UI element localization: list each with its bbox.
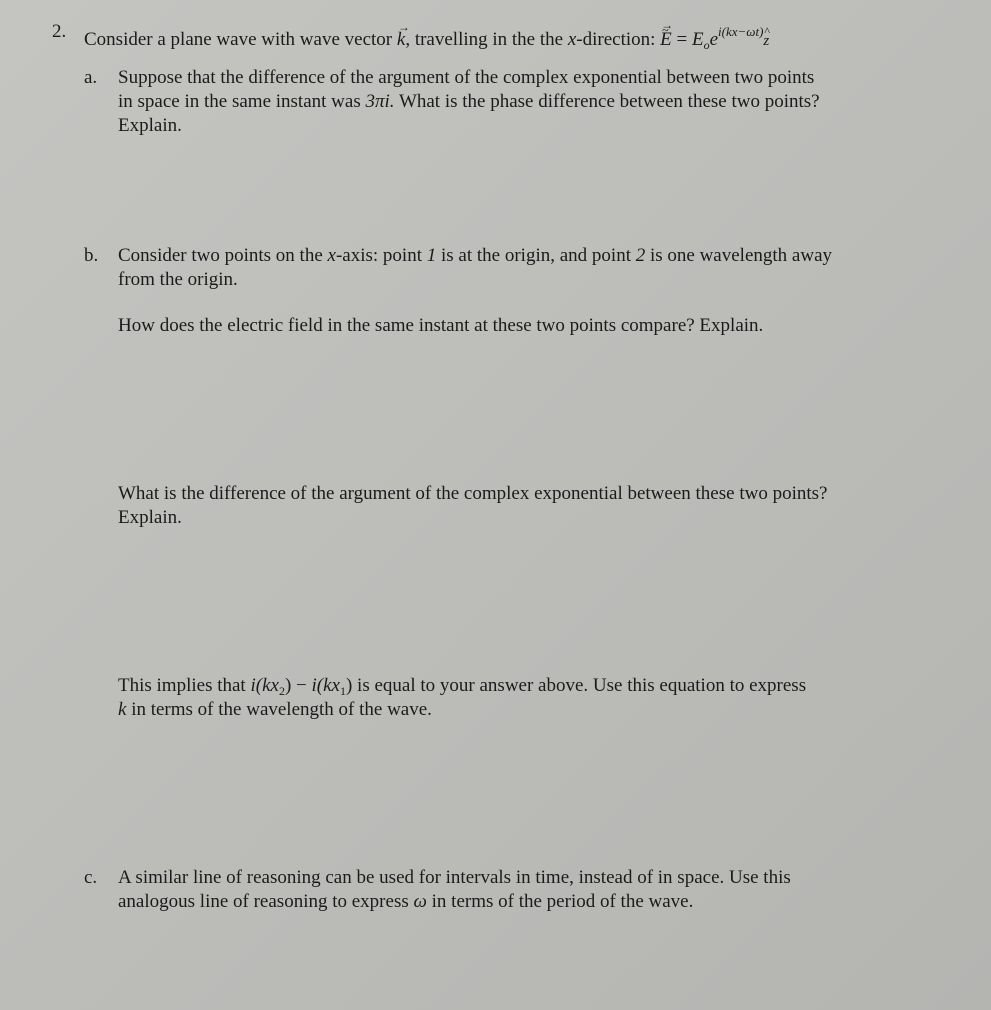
part-b-axis: x xyxy=(327,245,336,266)
q3-suffix: ) is equal to your answer above. Use this equation to express xyxy=(345,675,807,696)
intro-axis: x xyxy=(567,29,577,50)
unit-vector-z: ^ z xyxy=(763,30,769,53)
intro-mid: , travelling in the xyxy=(405,29,536,50)
part-b-question2-line2: Explain. xyxy=(118,507,182,528)
part-a-line2 xyxy=(118,90,820,113)
q3-term2: i(kx xyxy=(311,675,340,696)
field-symbol: → E ~ xyxy=(660,28,672,51)
point-1: 1 xyxy=(426,245,437,266)
part-b-question1: How does the electric field in the same instant at these two points compare? Explain. xyxy=(118,315,764,336)
part-a-value: 3πi. xyxy=(365,91,395,112)
part-c-line2-suffix: in terms of the period of the wave. xyxy=(426,891,694,912)
amplitude-symbol: E xyxy=(692,29,704,50)
part-b-line1-mid1: -axis: point xyxy=(335,245,427,266)
intro-the: the xyxy=(539,29,568,50)
equation-equals: = xyxy=(671,29,692,50)
q3-prefix: This implies that xyxy=(118,675,251,696)
part-c-line2 xyxy=(118,890,693,913)
part-b-line1-prefix: Consider two points on the xyxy=(118,245,328,266)
exponential-base: e xyxy=(709,29,719,50)
part-b-question3-line2 xyxy=(118,698,432,721)
part-b-label: b. xyxy=(84,245,99,266)
amplitude-subscript: o xyxy=(703,38,710,52)
part-b-line1-suffix: is one wavelength away xyxy=(645,245,833,266)
part-b-line1 xyxy=(118,244,832,267)
wave-vector-symbol: → k xyxy=(397,28,405,51)
part-a-line3: Explain. xyxy=(118,115,182,136)
question-number: 2. xyxy=(52,21,67,42)
q3-term2-subscript: 1 xyxy=(339,684,346,698)
part-a-label: a. xyxy=(84,67,98,88)
part-a-line2-prefix: in space in the same instant was xyxy=(118,91,366,112)
q3-minus: ) − xyxy=(284,675,312,696)
intro-prefix: Consider a plane wave with wave vector xyxy=(84,29,393,50)
intro-suffix: -direction: xyxy=(576,29,656,50)
q3-line2-suffix: in terms of the wavelength of the wave. xyxy=(126,699,432,720)
part-b-line2: from the origin. xyxy=(118,269,238,290)
part-b-line1-mid2: is at the origin, and point xyxy=(436,245,636,266)
q3-term1: i(kx xyxy=(250,675,279,696)
part-c-omega: ω xyxy=(413,891,427,912)
question-intro xyxy=(84,20,769,57)
part-a-line2-suffix: What is the phase difference between these two points? xyxy=(394,91,820,112)
part-b-question2-line1: What is the difference of the argument of the complex exponential between these two points? xyxy=(118,483,828,504)
q3-var-k: k xyxy=(118,699,127,720)
part-a-line1: Suppose that the difference of the argument of the complex exponential between two points xyxy=(118,67,815,88)
part-c-label: c. xyxy=(84,867,98,888)
point-2: 2 xyxy=(635,245,646,266)
part-c-line1: A similar line of reasoning can be used for intervals in time, instead of in space. Use this xyxy=(118,867,791,888)
exponent: i(kx−ωt) xyxy=(718,24,764,39)
q3-term1-subscript: 2 xyxy=(278,684,285,698)
part-c-line2-prefix: analogous line of reasoning to express xyxy=(118,891,414,912)
